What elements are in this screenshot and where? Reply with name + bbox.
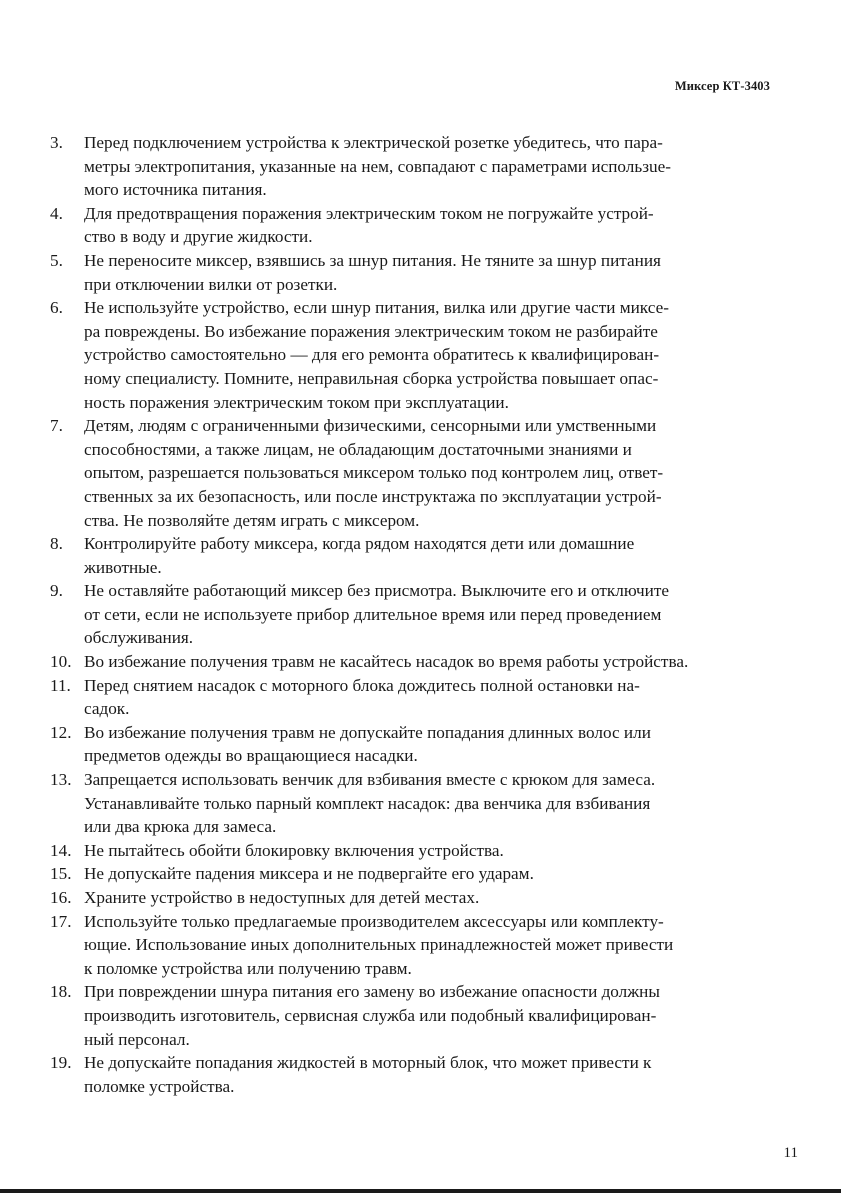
list-item-text: Не используйте устройство, если шнур питания, вилка или другие части миксе- ра повреждены. Во избежание поражения электрическим током не разбирайте устройство самостоятельно — для его ремонта обратитесь к квалифицирован- ному специалисту. Помните, неправильная сборка устройства повышает опас- ность поражения электрическим током при эксплуатации.: [84, 298, 669, 412]
list-item: [50, 980, 772, 1051]
list-item: [50, 768, 772, 839]
list-item-number: 6.: [50, 298, 63, 318]
list-item: [50, 414, 772, 532]
list-item-number: 19.: [50, 1053, 72, 1073]
page-header-title: Миксер КТ-3403: [674, 79, 770, 93]
list-item-number: 3.: [50, 133, 63, 152]
list-item-text: Для предотвращения поражения электрическим током не погружайте устрой- ство в воду и другие жидкости.: [84, 203, 654, 247]
list-item-text: Детям, людям с ограниченными физическими, сенсорными или умственными способностями, а также лицам, не обладающим достаточными знаниями и опытом, разрешается пользоваться миксером только под контролем лиц, ответ- ственных за их безопасность, или после инструктажа по эксплуатации устрой- ства. Не позволяйте детям играть с миксером.: [84, 416, 664, 530]
list-item-text: Запрещается использовать венчик для взбивания вместе с крюком для замеса. Устанавливайте только парный комплект насадок: два венчика для взбивания или два крюка для замеса.: [84, 770, 656, 837]
list-item-number: 12.: [50, 722, 72, 742]
list-item-text: Во избежание получения травм не допускайте попадания длинных волос или предметов одежды во вращающиеся насадки.: [84, 722, 651, 766]
list-item-number: 15.: [50, 864, 72, 884]
list-item: [50, 1051, 772, 1098]
list-item: [50, 721, 772, 768]
safety-instructions-list: [50, 131, 772, 1098]
list-item-text: Не оставляйте работающий миксер без присмотра. Выключите его и отключите от сети, если не используете прибор длительное время или перед проведением обслуживания.: [84, 581, 670, 648]
instructions-list-container: [50, 131, 772, 1098]
list-item: [50, 910, 772, 981]
list-item-text: Не пытайтесь обойти блокировку включения устройства.: [84, 840, 504, 860]
list-item-text: Не допускайте падения миксера и не подвергайте его ударам.: [84, 864, 534, 884]
list-item-text: Не переносите миксер, взявшись за шнур питания. Не тяните за шнур питания при отключении вилки от розетки.: [84, 250, 661, 294]
list-item-number: 10.: [50, 652, 72, 672]
list-item-number: 16.: [50, 888, 72, 907]
list-item-number: 9.: [50, 581, 63, 601]
list-item: [50, 296, 772, 414]
list-item: [50, 674, 772, 721]
bottom-border-rule: [0, 1189, 841, 1193]
list-item-number: 8.: [50, 534, 63, 554]
list-item: [50, 579, 772, 650]
list-item: [50, 839, 772, 863]
list-item-text: Не допускайте попадания жидкостей в моторный блок, что может привести к поломке устройства.: [84, 1053, 652, 1096]
list-item: [50, 202, 772, 249]
list-item-text: Перед подключением устройства к электрической розетке убедитесь, что пара- метры электропитания, указанные на нем, совпадают с параметрами использue- мого источника питания.: [84, 133, 671, 200]
list-item-number: 17.: [50, 911, 72, 931]
page-number: 11: [783, 1145, 798, 1161]
list-item-text: Контролируйте работу миксера, когда рядом находятся дети или домашние животные.: [84, 534, 635, 577]
list-item: [50, 650, 772, 674]
list-item-number: 14.: [50, 840, 72, 860]
list-item-number: 13.: [50, 770, 72, 790]
list-item: [50, 532, 772, 579]
list-item-number: 5.: [50, 250, 63, 270]
list-item-number: 11.: [50, 675, 71, 695]
list-item-number: 7.: [50, 416, 63, 436]
list-item: [50, 862, 772, 886]
list-item: [50, 249, 772, 296]
list-item: [50, 886, 772, 910]
list-item-text: Храните устройство в недоступных для детей местах.: [84, 888, 480, 907]
list-item-text: Во избежание получения травм не касайтесь насадок во время работы устройства.: [84, 652, 689, 672]
list-item: [50, 131, 772, 202]
list-item-text: При повреждении шнура питания его замену во избежание опасности должны производить изготовитель, сервисная служба или подобный квалифицирован- ный персонал.: [84, 982, 660, 1049]
list-item-number: 4.: [50, 203, 63, 223]
list-item-number: 18.: [50, 982, 72, 1002]
list-item-text: Используйте только предлагаемые производителем аксессуары или комплекту- ющие. Использование иных дополнительных принадлежностей может привести к поломке устройства или получению травм.: [84, 911, 674, 978]
list-item-text: Перед снятием насадок с моторного блока дождитесь полной остановки на- садок.: [84, 675, 640, 719]
